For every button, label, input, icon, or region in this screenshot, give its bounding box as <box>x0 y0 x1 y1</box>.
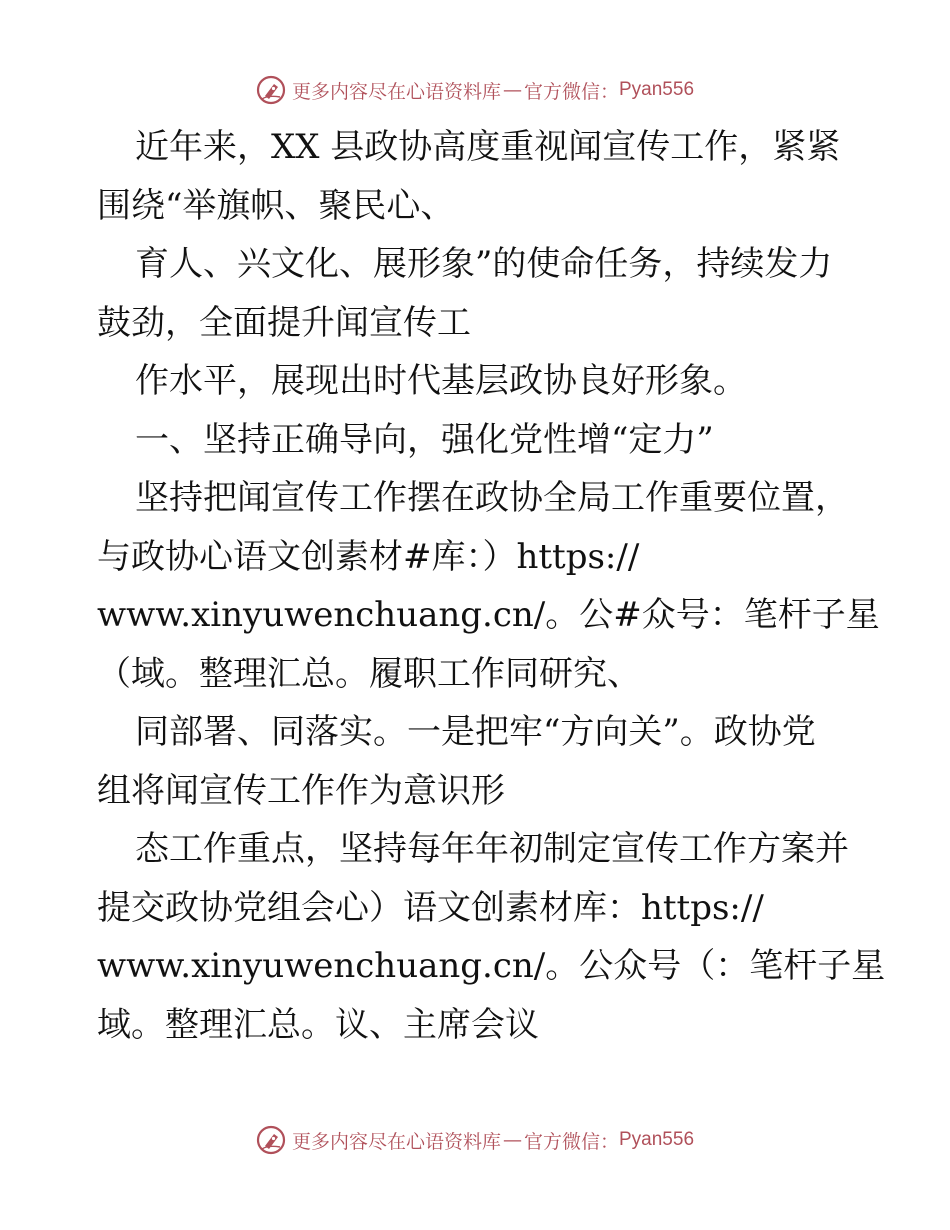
paragraph-line: 与政协心语文创素材#库：）https:// <box>97 536 640 577</box>
paragraph-line: www.xinyuwenchuang.cn/。公#众号：笔杆子星 <box>97 595 880 635</box>
banner-wechat-label: 官方微信： <box>523 1130 619 1153</box>
banner-text: 更多内容尽在心语资料库 <box>291 1130 501 1153</box>
paragraph-line: 组将闻宣传工作作为意识形 <box>97 770 505 811</box>
paragraph-line: 鼓劲，全面提升闻宣传工 <box>97 302 471 343</box>
paragraph-line: 近年来，XX 县政协高度重视闻宣传工作，紧紧 <box>135 127 841 167</box>
footer-banner <box>0 1120 950 1160</box>
paragraph-line: 提交政协党组会心）语文创素材库：https:// <box>97 887 764 928</box>
pen-nib-logo-icon <box>256 75 286 105</box>
section-heading: 一、坚持正确导向，强化党性增“定力” <box>135 419 714 460</box>
banner-wechat-label: 官方微信： <box>523 80 619 103</box>
banner-wechat-id: Pyan556 <box>619 1129 695 1150</box>
banner-dash: — <box>502 1129 522 1151</box>
paragraph-line: 围绕“举旗帜、聚民心、 <box>97 185 455 226</box>
document-body <box>97 118 886 1054</box>
banner-dash: — <box>502 79 522 101</box>
paragraph-line: 作水平，展现出时代基层政协良好形象。 <box>135 361 747 401</box>
paragraph-line: （域。整理汇总。履职工作同研究、 <box>97 653 641 694</box>
paragraph-line: 育人、兴文化、展形象”的使命任务，持续发力 <box>135 244 833 284</box>
banner-wechat-id: Pyan556 <box>619 79 695 100</box>
paragraph-line: 同部署、同落实。一是把牢“方向关”。政协党 <box>135 712 816 752</box>
header-banner <box>0 70 950 110</box>
pen-nib-logo-icon <box>256 1125 286 1155</box>
paragraph-line: 坚持把闻宣传工作摆在政协全局工作重要位置， <box>135 478 849 518</box>
paragraph-line: 态工作重点，坚持每年年初制定宣传工作方案并 <box>135 829 849 869</box>
banner-text: 更多内容尽在心语资料库 <box>291 80 501 103</box>
paragraph-line: www.xinyuwenchuang.cn/。公众号（：笔杆子星 <box>97 946 886 986</box>
paragraph-line: 域。整理汇总。议、主席会议 <box>97 1004 539 1045</box>
